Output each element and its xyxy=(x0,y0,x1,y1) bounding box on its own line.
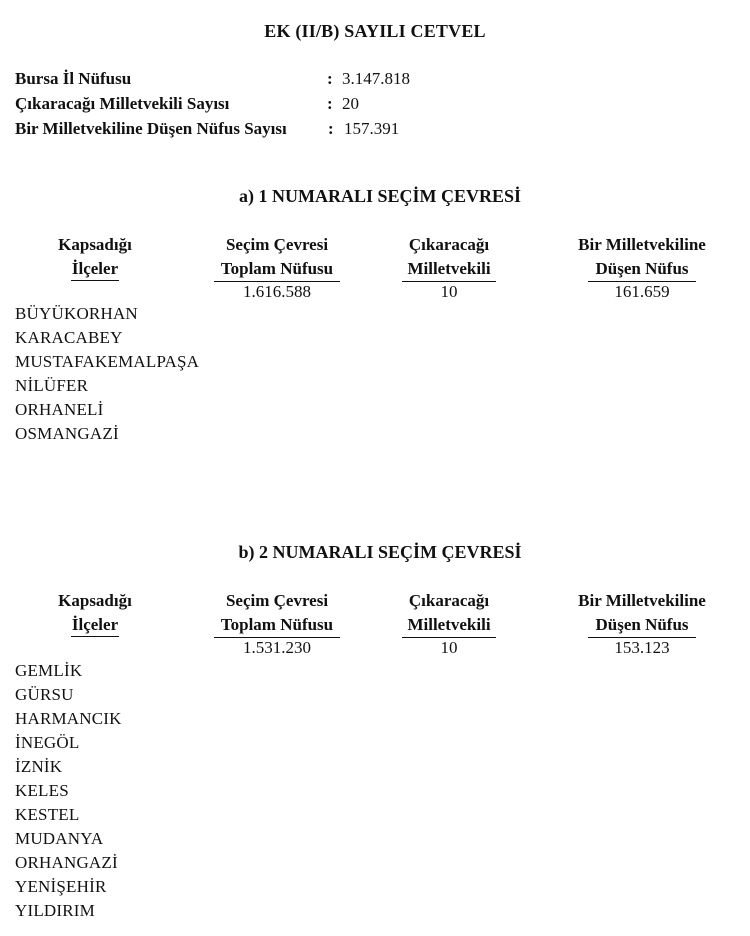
per-deputy-header-line2: Düşen Nüfus xyxy=(595,615,689,634)
per-deputy-header-line2: Düşen Nüfus xyxy=(595,259,689,278)
districts-header-line2: İlçeler xyxy=(71,258,119,281)
population-header-line1: Seçim Çevresi xyxy=(225,235,329,254)
per-deputy-header-line1: Bir Milletvekiline xyxy=(578,235,706,254)
population-per-deputy-value: 157.391 xyxy=(344,119,400,138)
list-item: GEMLİK xyxy=(15,661,83,680)
province-population-row xyxy=(15,66,410,91)
per-deputy-header xyxy=(560,589,724,658)
deputies-row xyxy=(15,91,359,116)
population-header xyxy=(200,589,354,658)
population-per-deputy-row xyxy=(15,116,400,141)
population-per-deputy-label: Bir Milletvekiline Düşen Nüfus Sayısı xyxy=(15,119,287,138)
province-summary xyxy=(15,66,410,141)
list-item: KELES xyxy=(15,781,69,800)
deputies-header-line1: Çıkaracağı xyxy=(408,591,490,610)
per-deputy-header xyxy=(560,233,724,302)
list-item: HARMANCIK xyxy=(15,709,122,728)
list-item: YILDIRIM xyxy=(15,901,95,920)
list-item: OSMANGAZİ xyxy=(15,424,119,443)
list-item: GÜRSU xyxy=(15,685,74,704)
section-deputies-value: 10 xyxy=(402,637,496,658)
section-population-value: 1.616.588 xyxy=(214,281,340,302)
deputies-header xyxy=(387,589,511,658)
province-population-label: Bursa İl Nüfusu xyxy=(15,69,132,88)
districts-header xyxy=(30,589,160,637)
province-population-value: 3.147.818 xyxy=(342,69,410,88)
section-per-deputy-value: 153.123 xyxy=(588,637,696,658)
districts-header-line2: İlçeler xyxy=(71,614,119,637)
district-list xyxy=(15,659,122,923)
population-header-line2: Toplam Nüfusu xyxy=(220,259,334,278)
per-deputy-header-line1: Bir Milletvekiline xyxy=(578,591,706,610)
district-list xyxy=(15,302,199,446)
deputies-header-line2: Milletvekili xyxy=(407,259,491,278)
population-header-line2: Toplam Nüfusu xyxy=(220,615,334,634)
deputies-header-line1: Çıkaracağı xyxy=(408,235,490,254)
list-item: KESTEL xyxy=(15,805,80,824)
section-population-value: 1.531.230 xyxy=(214,637,340,658)
list-item: İNEGÖL xyxy=(15,733,80,752)
section-per-deputy-value: 161.659 xyxy=(588,281,696,302)
population-header-line1: Seçim Çevresi xyxy=(225,591,329,610)
districts-header xyxy=(30,233,160,281)
list-item: İZNİK xyxy=(15,757,63,776)
list-item: MUDANYA xyxy=(15,829,104,848)
population-header xyxy=(200,233,354,302)
list-item: MUSTAFAKEMALPAŞA xyxy=(15,352,200,371)
deputies-header-line2: Milletvekili xyxy=(407,615,491,634)
list-item: ORHANELİ xyxy=(15,400,104,419)
districts-header-line1: Kapsadığı xyxy=(58,235,132,254)
document-title: EK (II/B) SAYILI CETVEL xyxy=(264,21,486,41)
colon: : xyxy=(327,94,333,113)
colon: : xyxy=(327,69,333,88)
list-item: NİLÜFER xyxy=(15,376,89,395)
list-item: YENİŞEHİR xyxy=(15,877,107,896)
deputies-label: Çıkaracağı Milletvekili Sayısı xyxy=(15,94,230,113)
districts-header-line1: Kapsadığı xyxy=(58,591,132,610)
list-item: KARACABEY xyxy=(15,328,123,347)
section-deputies-value: 10 xyxy=(402,281,496,302)
list-item: ORHANGAZİ xyxy=(15,853,118,872)
list-item: BÜYÜKORHAN xyxy=(15,304,138,323)
deputies-value: 20 xyxy=(342,94,359,113)
colon: : xyxy=(328,119,334,138)
deputies-header xyxy=(387,233,511,302)
section-title: a) 1 NUMARALI SEÇİM ÇEVRESİ xyxy=(238,186,522,206)
section-title: b) 2 NUMARALI SEÇİM ÇEVRESİ xyxy=(238,542,522,562)
